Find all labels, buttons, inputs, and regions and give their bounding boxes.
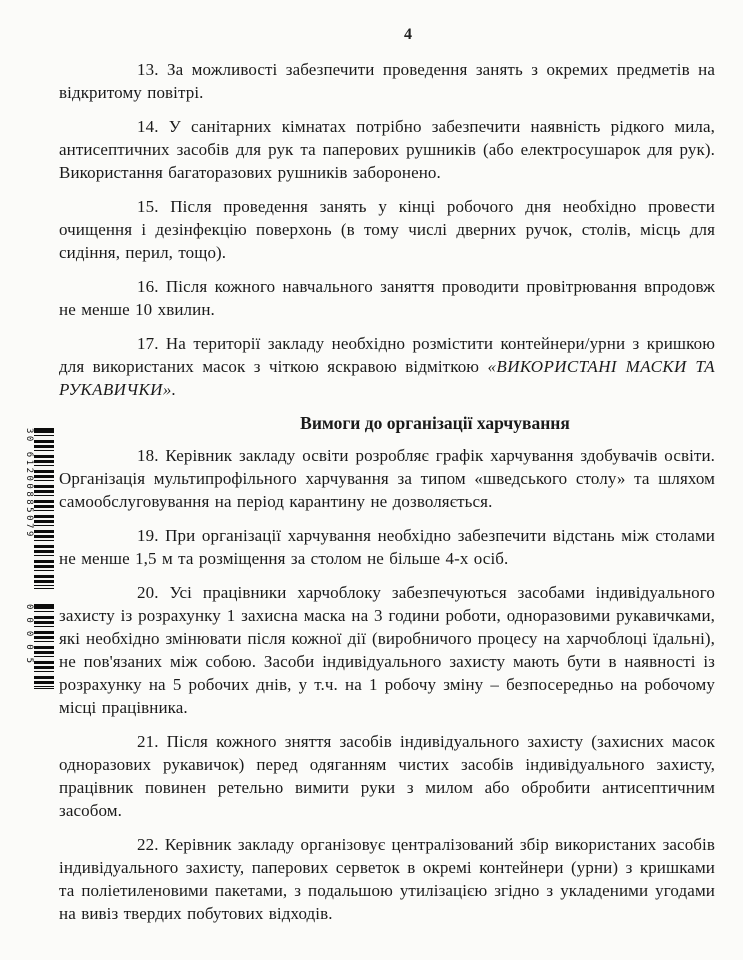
page-number: 4 — [404, 26, 412, 43]
paragraph-17-text: 17. На території закладу необхідно розмістити контейнери/урни з кришкою для використаних масок з чіткою яскравою відміткою — [59, 334, 715, 376]
vertical-barcode — [26, 428, 56, 690]
paragraph-14: 14. У санітарних кімнатах потрібно забезпечити наявність рідкого мила, антисептичних засобів для рук та паперових рушників (або електросушарок для рук). Використання багаторазових рушників заборонено. — [59, 117, 715, 182]
paragraph-20: 20. Усі працівники харчоблоку забезпечуються засобами індивідуального захисту із розрахунку 1 захисна маска на 3 години роботи, одноразовими рукавичками, які необхідно змінювати після кожної дії (виробничого процесу на харчоблоці їдальні), не пов'язаних між собою. Засоби індивідуального захисту мають бути в наявності із розрахунку на 5 робочих днів, у т.ч. на 1 робочу зміну – безпосередньо на робочому місці працівника. — [59, 583, 715, 717]
barcode-lower-digits: 00005 — [24, 604, 34, 672]
paragraph-19: 19. При організації харчування необхідно забезпечити відстань між столами не менше 1,5 м та розміщення за столом не більше 4-х осіб. — [59, 526, 715, 568]
paragraph-16: 16. Після кожного навчального заняття проводити провітрювання впродовж не менше 10 хвилин. — [59, 277, 715, 319]
barcode-bars-upper — [34, 428, 54, 589]
paragraph-17 — [59, 332, 715, 401]
barcode-bars-lower — [34, 604, 54, 689]
paragraph-17-emphasis: «ВИКОРИСТАНІ МАСКИ ТА РУКАВИЧКИ». — [59, 357, 715, 399]
paragraph-21: 21. Після кожного зняття засобів індивідуального захисту (захисних масок одноразових рукавичок) перед одяганням чистих засобів індивідуального захисту, працівник повинен ретельно вимити руки з милом або обробити антисептичним засобом. — [59, 732, 715, 820]
section-heading-food-organization: Вимоги до організації харчування — [300, 413, 570, 433]
document-body — [59, 58, 715, 936]
paragraph-22: 22. Керівник закладу організовує централізований збір використаних засобів індивідуального захисту, паперових серветок в окремі контейнери (урни) з кришками та поліетиленовими пакетами, з подальшою утилізацією згідно з укладеними угодами на вивіз твердих побутових відходів. — [59, 835, 715, 923]
paragraph-15: 15. Після проведення занять у кінці робочого дня необхідно провести очищення і дезінфекцію поверхонь (в тому числі дверних ручок, столів, місць для сидіння, перил, тощо). — [59, 197, 715, 262]
paragraph-18: 18. Керівник закладу освіти розробляє графік харчування здобувачів освіти. Організація мультипрофільного харчування за типом «шведського столу» та шляхом самообслуговування на період карантину не дозволяється. — [59, 446, 715, 511]
barcode-upper-digits: 30 61200885079 — [24, 428, 34, 539]
paragraph-13: 13. За можливості забезпечити проведення занять з окремих предметів на відкритому повітрі. — [59, 60, 715, 102]
